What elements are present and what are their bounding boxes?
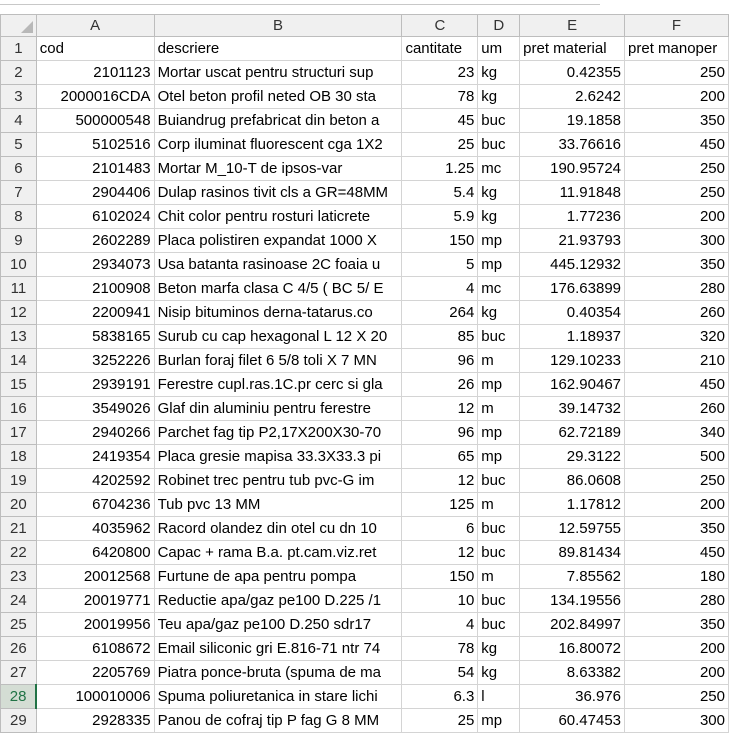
cell[interactable]: 3252226: [36, 349, 154, 373]
table-row: [1, 445, 729, 469]
table-row: [1, 37, 729, 61]
cell[interactable]: Reductie apa/gaz pe100 D.225 /1: [154, 589, 402, 613]
table-row: [1, 589, 729, 613]
cell[interactable]: 2904406: [36, 181, 154, 205]
row-header[interactable]: 1: [1, 37, 37, 61]
cell[interactable]: 250: [625, 181, 729, 205]
cell[interactable]: buc: [478, 133, 520, 157]
cell[interactable]: 96: [402, 421, 478, 445]
cell[interactable]: Mortar uscat pentru structuri sup: [154, 61, 402, 85]
cell[interactable]: 78: [402, 637, 478, 661]
cell[interactable]: Furtune de apa pentru pompa: [154, 565, 402, 589]
cell[interactable]: 2419354: [36, 445, 154, 469]
cell[interactable]: kg: [478, 61, 520, 85]
cell[interactable]: 134.19556: [520, 589, 625, 613]
cell[interactable]: 4: [402, 277, 478, 301]
table-row: [1, 277, 729, 301]
cell[interactable]: 26: [402, 373, 478, 397]
worksheet-table[interactable]: [0, 14, 729, 733]
cell[interactable]: buc: [478, 517, 520, 541]
cell[interactable]: 250: [625, 685, 729, 709]
cell[interactable]: Corp iluminat fluorescent cga 1X2: [154, 133, 402, 157]
cell[interactable]: Capac + rama B.a. pt.cam.viz.ret: [154, 541, 402, 565]
worksheet-body: [1, 37, 729, 733]
cell[interactable]: 2.6242: [520, 85, 625, 109]
cell[interactable]: 12.59755: [520, 517, 625, 541]
row-header[interactable]: 4: [1, 109, 37, 133]
table-row: [1, 613, 729, 637]
cell[interactable]: 6420800: [36, 541, 154, 565]
cell[interactable]: 2939191: [36, 373, 154, 397]
cell[interactable]: 100010006: [36, 685, 154, 709]
table-row: [1, 373, 729, 397]
cell[interactable]: 62.72189: [520, 421, 625, 445]
cell[interactable]: buc: [478, 541, 520, 565]
row-header[interactable]: 9: [1, 229, 37, 253]
cell[interactable]: 300: [625, 709, 729, 733]
cell[interactable]: 125: [402, 493, 478, 517]
row-header[interactable]: 28: [1, 685, 37, 709]
cell[interactable]: Panou de cofraj tip P fag G 8 MM: [154, 709, 402, 733]
cell[interactable]: 200: [625, 205, 729, 229]
table-row: [1, 325, 729, 349]
row-header[interactable]: 29: [1, 709, 37, 733]
cell[interactable]: 2928335: [36, 709, 154, 733]
cell[interactable]: 6102024: [36, 205, 154, 229]
cell[interactable]: 25: [402, 133, 478, 157]
cell[interactable]: 500: [625, 445, 729, 469]
row-header[interactable]: 24: [1, 589, 37, 613]
table-row: [1, 61, 729, 85]
cell[interactable]: 260: [625, 397, 729, 421]
cell[interactable]: 180: [625, 565, 729, 589]
cell[interactable]: 12: [402, 469, 478, 493]
cell[interactable]: 86.0608: [520, 469, 625, 493]
row-header[interactable]: 13: [1, 325, 37, 349]
cell[interactable]: 25: [402, 709, 478, 733]
row-header[interactable]: 15: [1, 373, 37, 397]
cell[interactable]: 23: [402, 61, 478, 85]
row-header[interactable]: 7: [1, 181, 37, 205]
cell[interactable]: 250: [625, 469, 729, 493]
table-row: [1, 469, 729, 493]
cell[interactable]: 350: [625, 517, 729, 541]
cell[interactable]: 39.14732: [520, 397, 625, 421]
column-header-b[interactable]: B: [154, 15, 402, 37]
cell[interactable]: 78: [402, 85, 478, 109]
cell[interactable]: buc: [478, 589, 520, 613]
cell[interactable]: 19.1858: [520, 109, 625, 133]
cell[interactable]: l: [478, 685, 520, 709]
row-header[interactable]: 27: [1, 661, 37, 685]
cell[interactable]: 6.3: [402, 685, 478, 709]
cell[interactable]: m: [478, 349, 520, 373]
cell[interactable]: descriere: [154, 37, 402, 61]
row-header[interactable]: 5: [1, 133, 37, 157]
cell[interactable]: Placa polistiren expandat 1000 X: [154, 229, 402, 253]
table-row: [1, 661, 729, 685]
table-row: [1, 85, 729, 109]
table-row: [1, 397, 729, 421]
cell[interactable]: 6: [402, 517, 478, 541]
cell[interactable]: pret manoper: [625, 37, 729, 61]
cell[interactable]: mc: [478, 277, 520, 301]
cell[interactable]: 20019956: [36, 613, 154, 637]
cell[interactable]: 264: [402, 301, 478, 325]
cell[interactable]: 96: [402, 349, 478, 373]
row-header[interactable]: 26: [1, 637, 37, 661]
cell[interactable]: 2200941: [36, 301, 154, 325]
cell[interactable]: 200: [625, 661, 729, 685]
cell[interactable]: 280: [625, 277, 729, 301]
cell[interactable]: buc: [478, 469, 520, 493]
column-header-f[interactable]: F: [625, 15, 729, 37]
cell[interactable]: cod: [36, 37, 154, 61]
table-row: [1, 109, 729, 133]
row-header[interactable]: 6: [1, 157, 37, 181]
cell[interactable]: 54: [402, 661, 478, 685]
cell[interactable]: 129.10233: [520, 349, 625, 373]
cell[interactable]: 162.90467: [520, 373, 625, 397]
cell[interactable]: Beton marfa clasa C 4/5 ( BC 5/ E: [154, 277, 402, 301]
cell[interactable]: 2101123: [36, 61, 154, 85]
cell[interactable]: 20012568: [36, 565, 154, 589]
cell[interactable]: kg: [478, 205, 520, 229]
cell[interactable]: Teu apa/gaz pe100 D.250 sdr17: [154, 613, 402, 637]
cell[interactable]: 250: [625, 61, 729, 85]
row-header[interactable]: 12: [1, 301, 37, 325]
cell[interactable]: Buiandrug prefabricat din beton a: [154, 109, 402, 133]
row-header[interactable]: 8: [1, 205, 37, 229]
table-row: [1, 541, 729, 565]
table-row: [1, 421, 729, 445]
row-header[interactable]: 23: [1, 565, 37, 589]
table-row: [1, 301, 729, 325]
row-header[interactable]: 20: [1, 493, 37, 517]
cell[interactable]: 445.12932: [520, 253, 625, 277]
cell[interactable]: 21.93793: [520, 229, 625, 253]
cell[interactable]: cantitate: [402, 37, 478, 61]
cell[interactable]: 60.47453: [520, 709, 625, 733]
cell[interactable]: 5102516: [36, 133, 154, 157]
cell[interactable]: Nisip bituminos derna-tatarus.co: [154, 301, 402, 325]
cell[interactable]: 45: [402, 109, 478, 133]
table-row: [1, 709, 729, 733]
table-row: [1, 133, 729, 157]
cell[interactable]: 150: [402, 229, 478, 253]
cell[interactable]: kg: [478, 661, 520, 685]
cell[interactable]: Piatra ponce-bruta (spuma de ma: [154, 661, 402, 685]
cell[interactable]: 6108672: [36, 637, 154, 661]
cell[interactable]: buc: [478, 613, 520, 637]
cell[interactable]: Dulap rasinos tivit cls a GR=48MM: [154, 181, 402, 205]
row-header[interactable]: 18: [1, 445, 37, 469]
formula-bar-edge: [0, 0, 600, 5]
table-row: [1, 517, 729, 541]
cell[interactable]: 320: [625, 325, 729, 349]
cell[interactable]: 300: [625, 229, 729, 253]
cell[interactable]: 8.63382: [520, 661, 625, 685]
cell[interactable]: mc: [478, 157, 520, 181]
cell[interactable]: Glaf din aluminiu pentru ferestre: [154, 397, 402, 421]
cell[interactable]: um: [478, 37, 520, 61]
cell[interactable]: mp: [478, 445, 520, 469]
cell[interactable]: 11.91848: [520, 181, 625, 205]
cell[interactable]: 5.4: [402, 181, 478, 205]
cell[interactable]: 2101483: [36, 157, 154, 181]
row-header[interactable]: 2: [1, 61, 37, 85]
cell[interactable]: 29.3122: [520, 445, 625, 469]
row-header[interactable]: 11: [1, 277, 37, 301]
cell[interactable]: 5838165: [36, 325, 154, 349]
cell[interactable]: 3549026: [36, 397, 154, 421]
cell[interactable]: 2100908: [36, 277, 154, 301]
row-header[interactable]: 3: [1, 85, 37, 109]
row-header[interactable]: 25: [1, 613, 37, 637]
table-row: [1, 637, 729, 661]
cell[interactable]: 210: [625, 349, 729, 373]
cell[interactable]: Email siliconic gri E.816-71 ntr 74: [154, 637, 402, 661]
cell[interactable]: 200: [625, 493, 729, 517]
cell[interactable]: Robinet trec pentru tub pvc-G im: [154, 469, 402, 493]
row-header[interactable]: 14: [1, 349, 37, 373]
cell[interactable]: 2934073: [36, 253, 154, 277]
cell[interactable]: kg: [478, 637, 520, 661]
row-header[interactable]: 22: [1, 541, 37, 565]
cell[interactable]: 4: [402, 613, 478, 637]
row-header[interactable]: 16: [1, 397, 37, 421]
cell[interactable]: 350: [625, 253, 729, 277]
cell[interactable]: Tub pvc 13 MM: [154, 493, 402, 517]
table-row: [1, 493, 729, 517]
cell[interactable]: 2602289: [36, 229, 154, 253]
cell[interactable]: 350: [625, 109, 729, 133]
cell[interactable]: mp: [478, 253, 520, 277]
select-all-corner[interactable]: [1, 15, 37, 37]
table-row: [1, 349, 729, 373]
column-header-c[interactable]: C: [402, 15, 478, 37]
row-header[interactable]: 21: [1, 517, 37, 541]
cell[interactable]: Mortar M_10-T de ipsos-var: [154, 157, 402, 181]
table-row: [1, 229, 729, 253]
cell[interactable]: 65: [402, 445, 478, 469]
column-header-e[interactable]: E: [520, 15, 625, 37]
cell[interactable]: kg: [478, 301, 520, 325]
table-row: [1, 685, 729, 709]
table-row: [1, 181, 729, 205]
cell[interactable]: 200: [625, 637, 729, 661]
cell[interactable]: Surub cu cap hexagonal L 12 X 20: [154, 325, 402, 349]
cell[interactable]: 12: [402, 397, 478, 421]
cell[interactable]: Burlan foraj filet 6 5/8 toli X 7 MN: [154, 349, 402, 373]
cell[interactable]: kg: [478, 85, 520, 109]
column-header-d[interactable]: D: [478, 15, 520, 37]
cell[interactable]: 500000548: [36, 109, 154, 133]
cell[interactable]: mp: [478, 373, 520, 397]
cell[interactable]: buc: [478, 325, 520, 349]
row-header[interactable]: 10: [1, 253, 37, 277]
cell[interactable]: 5.9: [402, 205, 478, 229]
cell[interactable]: 16.80072: [520, 637, 625, 661]
cell[interactable]: 7.85562: [520, 565, 625, 589]
cell[interactable]: kg: [478, 181, 520, 205]
cell[interactable]: Spuma poliuretanica in stare lichi: [154, 685, 402, 709]
select-all-triangle-icon: [21, 21, 33, 33]
cell[interactable]: m: [478, 493, 520, 517]
cell[interactable]: 250: [625, 157, 729, 181]
cell[interactable]: mp: [478, 229, 520, 253]
cell[interactable]: 190.95724: [520, 157, 625, 181]
table-row: [1, 565, 729, 589]
cell[interactable]: 150: [402, 565, 478, 589]
cell[interactable]: Racord olandez din otel cu dn 10: [154, 517, 402, 541]
row-header[interactable]: 17: [1, 421, 37, 445]
row-header[interactable]: 19: [1, 469, 37, 493]
cell[interactable]: 0.40354: [520, 301, 625, 325]
cell[interactable]: m: [478, 397, 520, 421]
cell[interactable]: 6704236: [36, 493, 154, 517]
cell[interactable]: 260: [625, 301, 729, 325]
cell[interactable]: m: [478, 565, 520, 589]
cell[interactable]: 1.18937: [520, 325, 625, 349]
cell[interactable]: 4035962: [36, 517, 154, 541]
cell[interactable]: 2000016CDA: [36, 85, 154, 109]
cell[interactable]: buc: [478, 109, 520, 133]
cell[interactable]: 36.976: [520, 685, 625, 709]
cell[interactable]: Ferestre cupl.ras.1C.pr cerc si gla: [154, 373, 402, 397]
cell[interactable]: mp: [478, 421, 520, 445]
cell[interactable]: 280: [625, 589, 729, 613]
cell[interactable]: 1.77236: [520, 205, 625, 229]
cell[interactable]: 20019771: [36, 589, 154, 613]
cell[interactable]: 2940266: [36, 421, 154, 445]
cell[interactable]: 89.81434: [520, 541, 625, 565]
cell[interactable]: 450: [625, 373, 729, 397]
cell[interactable]: 12: [402, 541, 478, 565]
cell[interactable]: mp: [478, 709, 520, 733]
cell[interactable]: 176.63899: [520, 277, 625, 301]
cell[interactable]: Chit color pentru rosturi laticrete: [154, 205, 402, 229]
cell[interactable]: 10: [402, 589, 478, 613]
cell[interactable]: 202.84997: [520, 613, 625, 637]
cell[interactable]: Parchet fag tip P2,17X200X30-70: [154, 421, 402, 445]
cell[interactable]: 450: [625, 133, 729, 157]
cell[interactable]: 33.76616: [520, 133, 625, 157]
table-row: [1, 253, 729, 277]
cell[interactable]: 5: [402, 253, 478, 277]
column-header-row: [1, 15, 729, 37]
cell[interactable]: pret material: [520, 37, 625, 61]
cell[interactable]: 2205769: [36, 661, 154, 685]
cell[interactable]: 200: [625, 85, 729, 109]
cell[interactable]: 1.17812: [520, 493, 625, 517]
cell[interactable]: Placa gresie mapisa 33.3X33.3 pi: [154, 445, 402, 469]
column-header-a[interactable]: A: [36, 15, 154, 37]
cell[interactable]: 4202592: [36, 469, 154, 493]
cell[interactable]: 0.42355: [520, 61, 625, 85]
cell[interactable]: 340: [625, 421, 729, 445]
cell[interactable]: Usa batanta rasinoase 2C foaia u: [154, 253, 402, 277]
cell[interactable]: 350: [625, 613, 729, 637]
table-row: [1, 205, 729, 229]
cell[interactable]: 85: [402, 325, 478, 349]
table-row: [1, 157, 729, 181]
cell[interactable]: 1.25: [402, 157, 478, 181]
cell[interactable]: 450: [625, 541, 729, 565]
cell[interactable]: Otel beton profil neted OB 30 sta: [154, 85, 402, 109]
